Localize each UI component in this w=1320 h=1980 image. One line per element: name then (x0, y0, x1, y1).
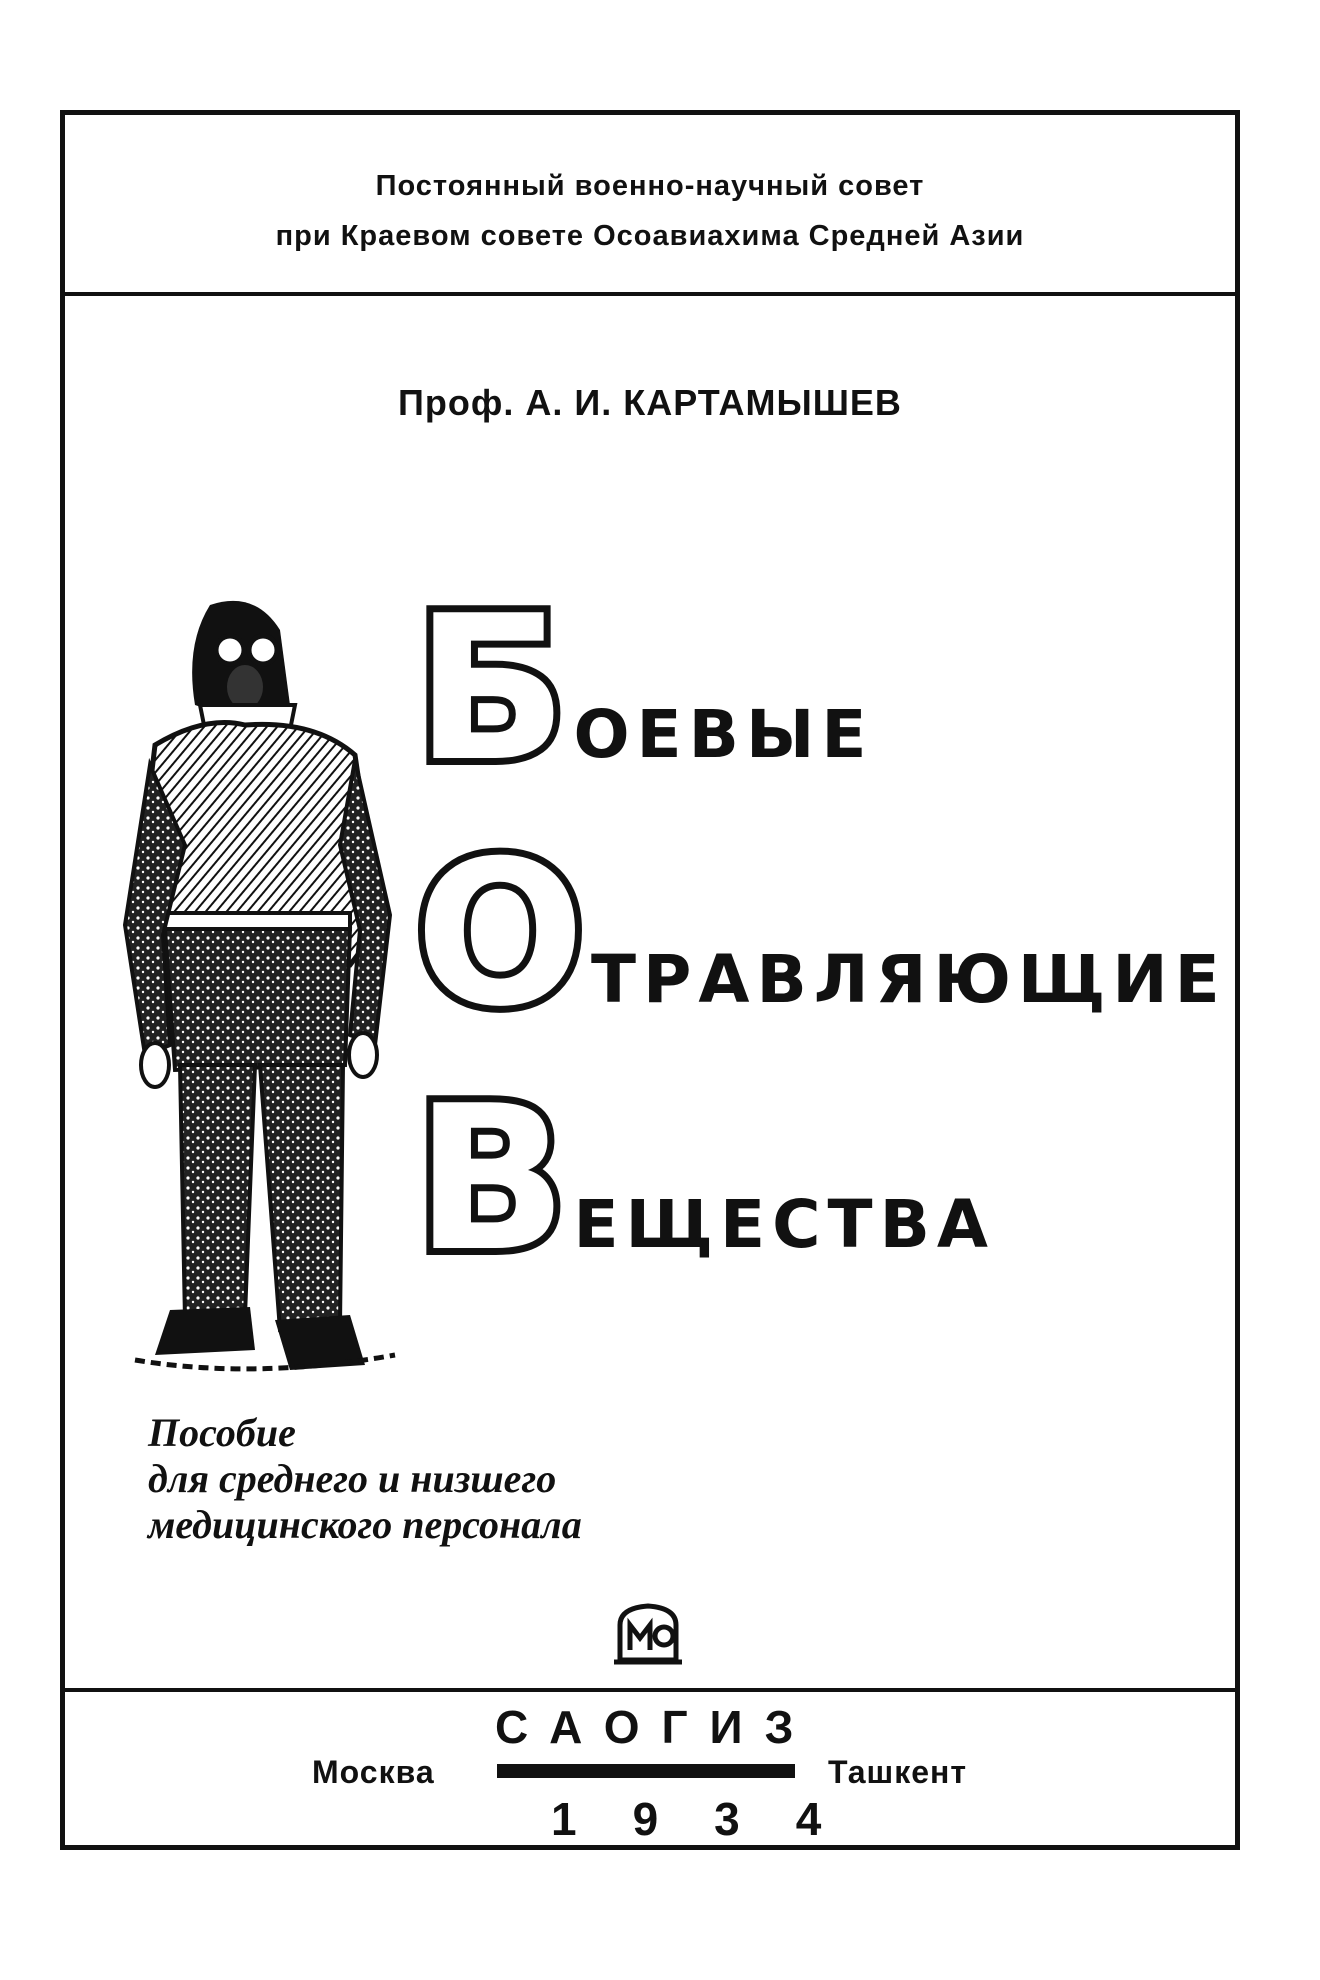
title-line-2 (415, 818, 1227, 1051)
header-line-2: при Краевом совете Осоавиахима Средней Азии (275, 220, 1025, 252)
header-divider (60, 292, 1240, 296)
title-rest-3: ЕЩЕСТВА (573, 1186, 995, 1263)
publication-year: 1934 (551, 1793, 878, 1845)
publisher-bar (497, 1764, 795, 1778)
author-name: Проф. А. И. КАРТАМЫШЕВ (398, 382, 902, 423)
title-initial-1: Б (415, 573, 568, 806)
publisher-emblem-icon (610, 1600, 686, 1670)
publisher-name: САОГИЗ (495, 1701, 816, 1753)
subtitle-line-1: Пособие (148, 1410, 296, 1455)
footer-divider (60, 1688, 1240, 1692)
gas-mask-figure-illustration (115, 595, 405, 1375)
title-rest-2: ТРАВЛЯЮЩИЕ (591, 941, 1227, 1018)
title-initial-3: В (415, 1063, 568, 1296)
title-line-1 (415, 573, 874, 806)
title-line-3 (415, 1063, 995, 1296)
title-rest-1: ОЕВЫЕ (573, 696, 874, 773)
header-line-1: Постоянный военно-научный совет (375, 170, 925, 202)
subtitle (148, 1410, 582, 1548)
city-right: Ташкент (828, 1754, 968, 1790)
title-initial-2: О (415, 818, 586, 1051)
city-left: Москва (312, 1754, 435, 1790)
subtitle-line-2: для среднего и низшего (148, 1456, 557, 1501)
subtitle-line-3: медицинского персонала (148, 1502, 582, 1547)
